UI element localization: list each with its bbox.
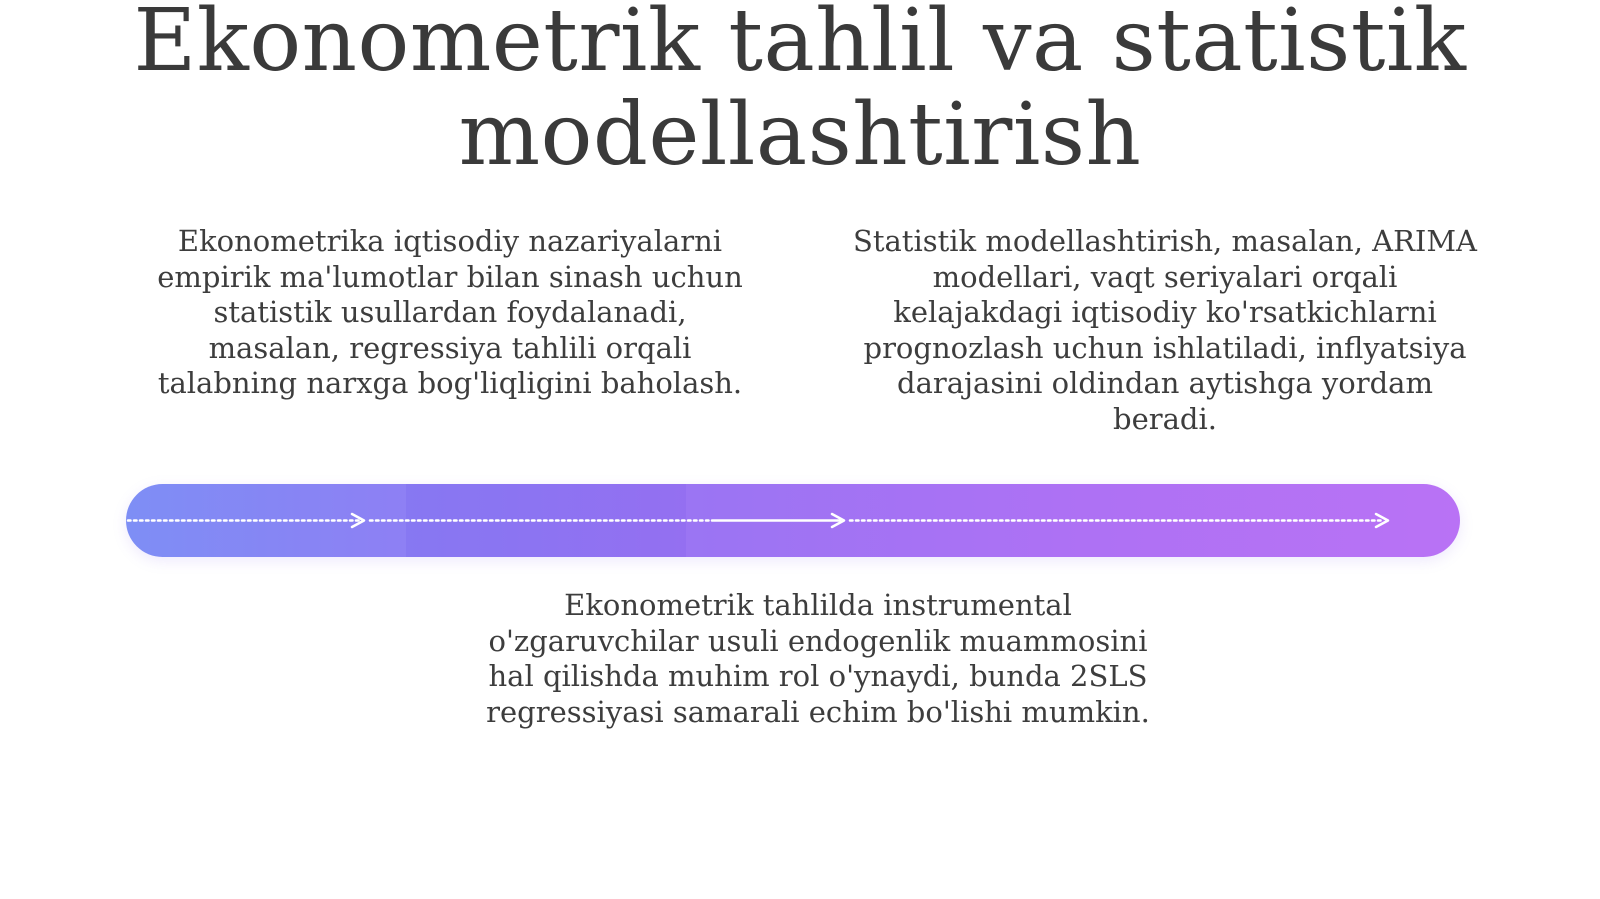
paragraph-instrumental-variables: Ekonometrik tahlilda instrumental o'zgaruvchilar usuli endogenlik muammosini hal qilishda muhim rol o'ynaydi, bunda 2SLS regressiyasi samarali echim bo'lishi mumkin.	[486, 588, 1150, 729]
paragraph-statistical-modeling: Statistik modellashtirish, masalan, ARIMA modellari, vaqt seriyalari orqali kelajakdagi iqtisodiy ko'rsatkichlarni prognozlash uchun ishlatiladi, inflyatsiya darajasini oldindan aytishga yordam beradi.	[853, 224, 1477, 436]
paragraph-econometrics: Ekonometrika iqtisodiy nazariyalarni empirik ma'lumotlar bilan sinash uchun statistik usullardan foydalanadi, masalan, regressiya tahlili orqali talabning narxga bog'liqligini baholash.	[157, 224, 743, 400]
slide-title: Ekonometrik tahlil va statistik modellashtirish	[133, 0, 1467, 185]
timeline-arrows	[126, 484, 1460, 557]
timeline-bar	[126, 484, 1460, 557]
